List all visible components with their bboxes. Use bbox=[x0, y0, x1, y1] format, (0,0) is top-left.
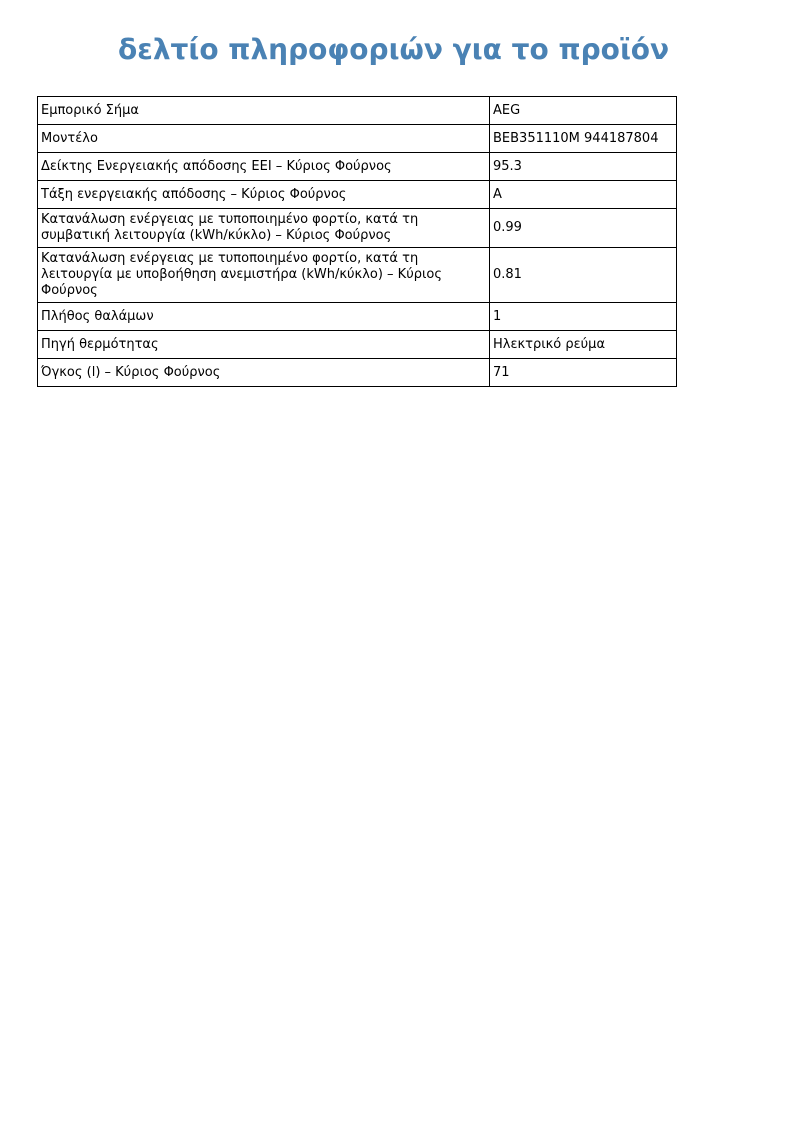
row-value: 0.99 bbox=[490, 209, 677, 248]
table-row bbox=[38, 331, 677, 359]
row-label: Μοντέλο bbox=[38, 125, 490, 153]
row-label: Δείκτης Ενεργειακής απόδοσης EEI – Κύριος Φούρνος bbox=[38, 153, 490, 181]
row-value: 95.3 bbox=[490, 153, 677, 181]
table-row bbox=[38, 97, 677, 125]
row-value: 71 bbox=[490, 359, 677, 387]
row-value: A bbox=[490, 181, 677, 209]
row-label: Τάξη ενεργειακής απόδοσης – Κύριος Φούρνος bbox=[38, 181, 490, 209]
row-value: 1 bbox=[490, 303, 677, 331]
row-label: Κατανάλωση ενέργειας με τυποποιημένο φορτίο, κατά τη συμβατική λειτουργία (kWh/κύκλο) – Κύριος Φούρνος bbox=[38, 209, 490, 248]
product-table-body bbox=[38, 97, 677, 387]
row-value: Ηλεκτρικό ρεύμα bbox=[490, 331, 677, 359]
row-label: Όγκος (l) – Κύριος Φούρνος bbox=[38, 359, 490, 387]
table-row bbox=[38, 153, 677, 181]
row-label: Κατανάλωση ενέργειας με τυποποιημένο φορτίο, κατά τη λειτουργία με υποβοήθηση ανεμιστήρα (kWh/κύκλο) – Κύριος Φούρνος bbox=[38, 248, 490, 303]
row-label: Εμπορικό Σήμα bbox=[38, 97, 490, 125]
row-value: 0.81 bbox=[490, 248, 677, 303]
row-label: Πλήθος θαλάμων bbox=[38, 303, 490, 331]
table-row bbox=[38, 125, 677, 153]
table-row bbox=[38, 303, 677, 331]
table-row bbox=[38, 181, 677, 209]
table-row bbox=[38, 359, 677, 387]
table-row bbox=[38, 248, 677, 303]
page-title: δελτίο πληροφοριών για το προϊόν bbox=[118, 33, 670, 66]
table-row bbox=[38, 209, 677, 248]
row-value: AEG bbox=[490, 97, 677, 125]
row-value: BEB351110M 944187804 bbox=[490, 125, 677, 153]
row-label: Πηγή θερμότητας bbox=[38, 331, 490, 359]
product-info-table bbox=[37, 96, 677, 387]
